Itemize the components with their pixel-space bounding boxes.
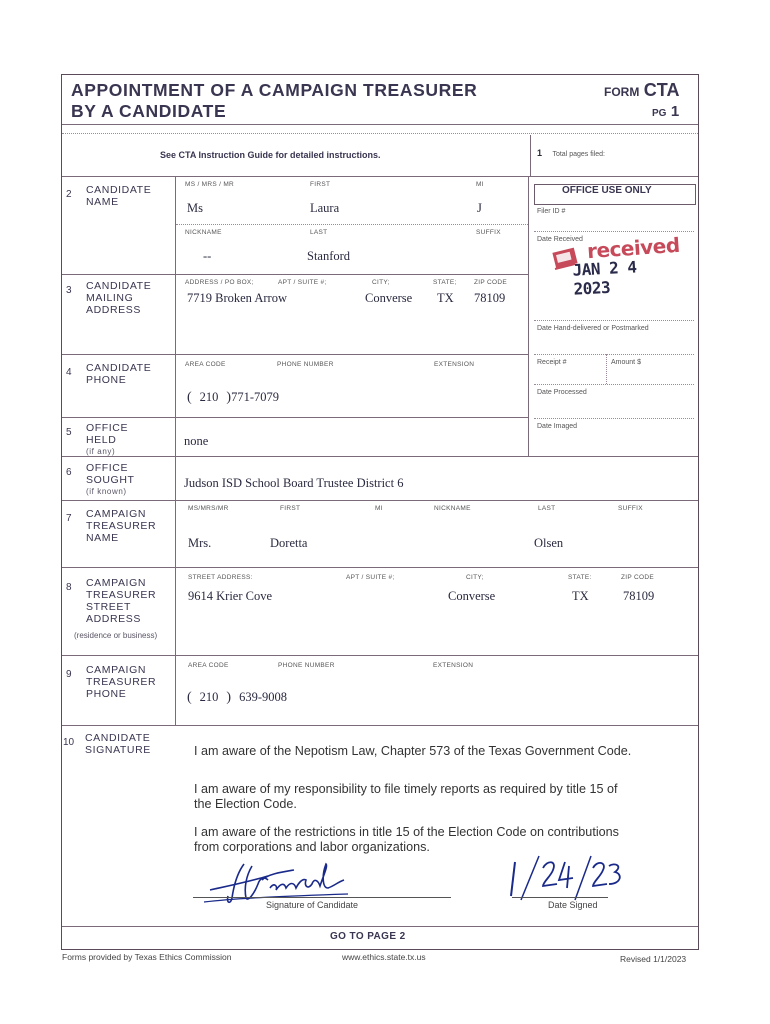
candidate-state-field[interactable]: TX <box>437 291 454 305</box>
label-extension: EXTENSION <box>434 361 475 368</box>
label-area-code: AREA CODE <box>188 662 229 669</box>
label-title: MS/MRS/MR <box>188 505 229 512</box>
section-label-line: CANDIDATE <box>86 184 152 196</box>
section-number: 4 <box>66 367 72 378</box>
section-sub-label: (if any) <box>86 447 116 456</box>
divider <box>62 133 698 134</box>
signature-label: Signature of Candidate <box>266 900 359 910</box>
section-10-label <box>63 732 151 756</box>
candidate-area-code: 210 <box>199 390 219 404</box>
statement-line: I am aware of the restrictions in title 15 of the Election Code on contributions <box>194 825 619 839</box>
date-received-label: Date Received <box>537 236 583 243</box>
office-sought-field[interactable]: Judson ISD School Board Trustee District 6 <box>184 476 404 490</box>
footer-provided-by: Forms provided by Texas Ethics Commission <box>62 952 232 962</box>
form-code <box>604 80 679 101</box>
divider <box>62 725 698 726</box>
section-3-label <box>66 280 152 316</box>
divider <box>62 176 698 177</box>
page-number <box>652 103 679 121</box>
label-city: CITY; <box>466 574 484 581</box>
candidate-phone-field[interactable]: ( 210 )771-7079 <box>187 390 280 405</box>
office-use-box <box>529 178 697 456</box>
treasurer-first-field[interactable]: Doretta <box>270 536 308 550</box>
form-title <box>71 80 477 122</box>
treasurer-zip-field[interactable]: 78109 <box>623 589 655 603</box>
section-label-line: SIGNATURE <box>85 744 151 756</box>
section-number: 6 <box>66 467 72 478</box>
total-pages-label: Total pages filed: <box>552 151 606 158</box>
stamp-date: JAN 2 4 2023 <box>572 257 637 299</box>
section-label-line: STREET <box>86 601 132 613</box>
title-line-1: APPOINTMENT OF A CAMPAIGN TREASURER <box>71 80 478 100</box>
section-8-label <box>66 577 157 625</box>
section-number: 9 <box>66 669 72 680</box>
date-signed-value <box>520 870 523 871</box>
divider <box>62 926 698 927</box>
candidate-title-field[interactable]: Ms <box>187 201 203 215</box>
section-label-line: OFFICE <box>86 462 129 474</box>
statement-line: the Election Code. <box>194 797 297 811</box>
divider <box>62 500 698 501</box>
label-state: STATE; <box>433 279 457 286</box>
divider <box>62 124 698 125</box>
date-processed-label: Date Processed <box>537 389 587 396</box>
stamp-word: received <box>586 232 681 264</box>
section-label-line: CAMPAIGN <box>86 508 147 520</box>
divider <box>62 655 698 656</box>
form-label: FORM <box>604 85 640 99</box>
label-city: CITY; <box>372 279 390 286</box>
label-first: FIRST <box>310 181 331 188</box>
date-signed-label: Date Signed <box>548 900 598 910</box>
label-area-code: AREA CODE <box>185 361 226 368</box>
candidate-address-field[interactable]: 7719 Broken Arrow <box>187 291 287 305</box>
section-label-line: ADDRESS <box>86 304 141 316</box>
label-phone: PHONE NUMBER <box>277 361 334 368</box>
statement-contributions <box>194 825 619 855</box>
filer-id-label: Filer ID # <box>537 208 566 215</box>
section-label-line: SOUGHT <box>86 474 135 486</box>
candidate-city-field[interactable]: Converse <box>365 291 413 305</box>
section-number: 2 <box>66 189 72 200</box>
label-phone: PHONE NUMBER <box>278 662 335 669</box>
instructions-text: See CTA Instruction Guide for detailed instructions. <box>160 150 381 160</box>
label-last: LAST <box>310 229 328 236</box>
date-imaged-label: Date Imaged <box>537 423 578 430</box>
section-label-line: CAMPAIGN <box>86 664 147 676</box>
label-last: LAST <box>538 505 556 512</box>
section-label-line: TREASURER <box>86 589 157 601</box>
date-line <box>512 897 608 898</box>
treasurer-phone-number: 639-9008 <box>239 690 288 704</box>
section-label-line: NAME <box>86 196 119 208</box>
section-8-sub: (residence or business) <box>74 631 158 640</box>
candidate-mi-field[interactable]: J <box>477 201 482 215</box>
treasurer-last-field[interactable]: Olsen <box>534 536 564 550</box>
statement-nepotism: I am aware of the Nepotism Law, Chapter 573 of the Texas Government Code. <box>194 744 632 758</box>
section-label-line: CAMPAIGN <box>86 577 147 589</box>
section-label-line: ADDRESS <box>86 613 141 625</box>
label-apt: APT / SUITE #; <box>278 279 327 286</box>
treasurer-title-field[interactable]: Mrs. <box>188 536 212 550</box>
label-extension: EXTENSION <box>433 662 474 669</box>
total-pages-number: 1 <box>537 148 543 158</box>
treasurer-state-field[interactable]: TX <box>572 589 589 603</box>
candidate-phone-number: 771-7079 <box>231 390 280 404</box>
signature-line <box>193 897 451 898</box>
section-7-label <box>66 508 157 544</box>
label-suffix: SUFFIX <box>618 505 643 512</box>
office-held-field[interactable]: none <box>184 434 209 448</box>
section-label-line: CANDIDATE <box>86 280 152 292</box>
footer-revised: Revised 1/1/2023 <box>620 954 687 964</box>
section-sub-label: (if known) <box>86 487 127 496</box>
section-number: 3 <box>66 285 72 296</box>
amount-label: Amount $ <box>611 359 641 366</box>
treasurer-phone-field[interactable]: ( 210 ) 639-9008 <box>187 690 288 705</box>
date-hand-delivered-label: Date Hand-delivered or Postmarked <box>537 325 649 332</box>
section-6-label <box>66 462 135 496</box>
label-zip: ZIP CODE <box>621 574 654 581</box>
statement-line: from corporations and labor organizations. <box>194 840 430 854</box>
candidate-first-field[interactable]: Laura <box>310 201 340 215</box>
candidate-zip-field[interactable]: 78109 <box>474 291 506 305</box>
statement-reports <box>194 782 617 812</box>
label-zip: ZIP CODE <box>474 279 507 286</box>
section-label-line: CANDIDATE <box>86 362 152 374</box>
section-number: 10 <box>63 737 75 748</box>
treasurer-city-field[interactable]: Converse <box>448 589 496 603</box>
label-title: MS / MRS / MR <box>185 181 235 188</box>
section-number: 5 <box>66 427 72 438</box>
label-mi: MI <box>375 505 383 512</box>
section-label-line: PHONE <box>86 688 127 700</box>
divider <box>62 456 698 457</box>
candidate-last-field[interactable]: Stanford <box>307 249 351 263</box>
divider <box>530 135 531 176</box>
divider <box>176 224 528 225</box>
section-label-line: CANDIDATE <box>85 732 151 744</box>
label-suffix: SUFFIX <box>476 229 501 236</box>
label-nickname: NICKNAME <box>185 229 222 236</box>
section-label-line: PHONE <box>86 374 127 386</box>
divider <box>62 354 528 355</box>
section-label-line: TREASURER <box>86 520 157 532</box>
divider <box>62 567 698 568</box>
label-address: ADDRESS / PO BOX; <box>185 279 254 286</box>
form-code-value: CTA <box>643 80 680 100</box>
section-4-label <box>66 362 152 386</box>
section-label-line: HELD <box>86 434 117 446</box>
page-label: PG <box>652 108 667 119</box>
label-apt: APT / SUITE #; <box>346 574 395 581</box>
label-state: STATE: <box>568 574 592 581</box>
footer-url[interactable]: www.ethics.state.tx.us <box>342 952 426 962</box>
divider <box>175 177 176 726</box>
page-number-value: 1 <box>670 103 680 120</box>
label-nickname: NICKNAME <box>434 505 471 512</box>
treasurer-street-field[interactable]: 9614 Krier Cove <box>188 589 273 603</box>
section-9-label <box>66 664 157 700</box>
divider <box>62 417 528 418</box>
total-pages <box>537 143 605 161</box>
receipt-label: Receipt # <box>537 359 567 366</box>
label-mi: MI <box>476 181 484 188</box>
section-label-line: NAME <box>86 532 119 544</box>
section-label-line: TREASURER <box>86 676 157 688</box>
candidate-nickname-field[interactable]: -- <box>203 249 212 263</box>
section-2-label <box>66 184 152 208</box>
date-signed-handwriting-icon <box>505 852 625 902</box>
office-use-title: OFFICE USE ONLY <box>562 185 652 196</box>
section-label-line: MAILING <box>86 292 134 304</box>
treasurer-area-code: 210 <box>199 690 219 704</box>
label-first: FIRST <box>280 505 301 512</box>
label-street: STREET ADDRESS: <box>188 574 253 581</box>
section-5-label <box>66 422 129 456</box>
divider <box>62 274 528 275</box>
section-number: 7 <box>66 513 72 524</box>
statement-line: I am aware of my responsibility to file timely reports as required by title 15 of <box>194 782 618 796</box>
section-label-line: OFFICE <box>86 422 129 434</box>
section-number: 8 <box>66 582 72 593</box>
go-to-page-2: GO TO PAGE 2 <box>330 931 406 942</box>
title-line-2: BY A CANDIDATE <box>71 101 227 121</box>
